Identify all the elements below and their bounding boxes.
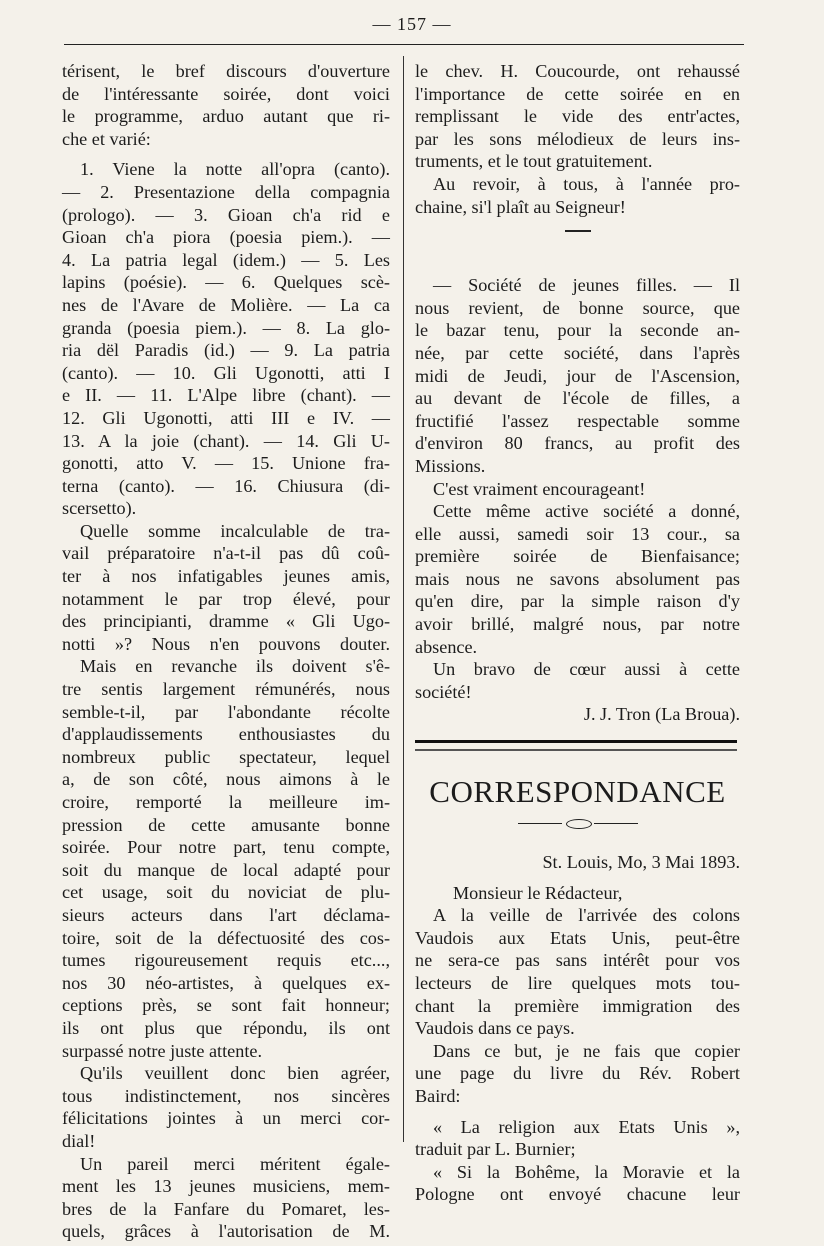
text-line: (prologo). — 3. Gioan ch'a rid e (62, 204, 390, 225)
text-line: au devant de l'école de filles, a (415, 388, 740, 409)
text-line: première soirée de Bienfaisance; (415, 546, 740, 567)
text-line: Qu'ils veuillent donc bien agréer, (80, 1063, 390, 1084)
text-line: — 2. Presentazione della compagnia (62, 181, 390, 202)
signature: J. J. Tron (La Broua). (583, 704, 740, 725)
text-line: toire, soit de la défectuosité des cos- (62, 927, 390, 948)
text-line: traduit par L. Burnier; (415, 1139, 576, 1160)
text-line: soit du manque de local adapté pour (62, 859, 390, 880)
text-line: chaine, si'l plaît au Seigneur! (415, 196, 626, 217)
text-line: scersetto). (62, 498, 137, 519)
text-line: chant la première immigration des (415, 995, 740, 1016)
text-line: de l'intéressante soirée, dont voici (62, 83, 390, 104)
text-line: soirée. Pour notre part, tenu compte, (62, 837, 390, 858)
text-line: pression de cette amusante bonne (62, 814, 390, 835)
text-line: surpassé notre juste attente. (62, 1040, 263, 1061)
page-number: — 157 — (372, 14, 452, 34)
text-line: nos 30 néo-artistes, à quelques ex- (62, 972, 390, 993)
text-line: Pologne ont envoyé chacune leur (415, 1184, 740, 1205)
text-line: dial! (62, 1130, 96, 1151)
text-line: nes de l'Avare de Molière. — La ca (62, 294, 390, 315)
text-line: 4. La patria legal (idem.) — 5. Les (62, 249, 390, 270)
section-separator (565, 230, 591, 232)
text-line: le bazar tenu, pour la seconde an- (415, 320, 740, 341)
text-line: nous revient, de bonne source, que (415, 297, 740, 318)
text-line: cet usage, soit du noviciat de plu- (62, 882, 390, 903)
text-line: Cette même active société a donné, (433, 501, 740, 522)
section-title: CORRESPONDANCE (429, 774, 726, 810)
text-line: granda (poesia piem.). — 8. La glo- (62, 317, 390, 338)
text-line: Un pareil merci méritent égale- (80, 1153, 390, 1174)
text-line: fructifié l'assez respectable somme (415, 410, 740, 431)
text-line: avoir brillé, malgré nous, par notre (415, 614, 740, 635)
text-line: Quelle somme incalculable de tra- (80, 520, 390, 541)
text-line: d'environ 80 francs, au profit des (415, 433, 740, 454)
text-line: semble-t-il, par l'abondante récolte (62, 701, 390, 722)
right-column (415, 60, 740, 1206)
text-line: Mais en revanche ils doivent s'ê- (80, 656, 390, 677)
text-line: Vaudois dans ce pays. (415, 1018, 575, 1039)
text-line: des principianti, dramme « Gli Ugo- (62, 611, 390, 632)
text-line: 12. Gli Ugonotti, atti III e IV. — (62, 407, 390, 428)
text-line: « La religion aux Etats Unis », (433, 1116, 740, 1137)
text-line: « Si la Bohême, la Moravie et la (433, 1161, 740, 1182)
text-line: A la veille de l'arrivée des colons (433, 905, 740, 926)
text-line: félicitations jointes à un merci cor- (62, 1108, 390, 1129)
text-line: Au revoir, à tous, à l'année pro- (433, 173, 740, 194)
letter-date: St. Louis, Mo, 3 Mai 1893. (542, 852, 740, 873)
text-line: une page du livre du Rév. Robert (415, 1063, 740, 1084)
text-line: che et varié: (62, 128, 151, 149)
text-line: mais nous ne savons absolument pas (415, 568, 740, 589)
text-line: remplissant le vide des entr'actes, (415, 106, 740, 127)
text-line: 13. A la joie (chant). — 14. Gli U- (62, 430, 390, 451)
text-line: qu'en dire, par la simple raison d'y (415, 591, 740, 612)
text-line: Vaudois aux Etats Unis, peut-être (415, 927, 740, 948)
text-line: bres de la Fanfare du Pomaret, les- (62, 1198, 390, 1219)
text-line: ment les 13 jeunes musiciens, mem- (62, 1176, 390, 1197)
text-line: l'importance de cette soirée en en (415, 83, 740, 104)
text-line: térisent, le bref discours d'ouverture (62, 61, 390, 81)
text-line: (canto). — 10. Gli Ugonotti, atti I (62, 362, 390, 383)
text-line: truments, et le tout gratuitement. (415, 151, 653, 172)
header-rule (64, 44, 744, 45)
text-line: nombreux public spectateur, lequel (62, 746, 390, 767)
ornament-divider (518, 819, 638, 829)
text-line: C'est vraiment encourageant! (433, 478, 646, 499)
text-line: — Société de jeunes filles. — Il (433, 275, 740, 296)
text-line: ne sera-ce pas sans intérêt pour vos (415, 950, 740, 971)
text-line: e II. — 11. L'Alpe libre (chant). — (62, 385, 390, 406)
text-line: ria dël Paradis (id.) — 9. La patria (62, 340, 390, 361)
text-line: Gioan ch'a piora (poesia piem.). — (62, 227, 390, 248)
text-line: midi de Jeudi, jour de l'Ascension, (415, 365, 740, 386)
text-line: née, par cette société, dans l'après (415, 342, 740, 363)
text-line: société! (415, 681, 472, 702)
text-line: elle aussi, samedi soir 13 cour., sa (415, 523, 740, 544)
text-line: 1. Viene la notte all'opra (canto). (80, 159, 390, 180)
text-line: ils ont plus que répondu, ils ont (62, 1017, 390, 1038)
text-line: notamment le par trop élevé, pour (62, 588, 390, 609)
text-line: tre sentis largement rémunérés, nous (62, 679, 390, 700)
text-line: Missions. (415, 455, 486, 476)
text-line: notti »? Nous n'en pouvons douter. (62, 633, 390, 654)
text-line: Un bravo de cœur aussi à cette (433, 659, 740, 680)
text-line: sieurs acteurs dans l'art déclama- (62, 904, 390, 925)
text-line: ter à nos infatigables jeunes amis, (62, 566, 390, 587)
text-line: gonotti, atto V. — 15. Unione fra- (62, 453, 390, 474)
text-line: a, de son côté, nous aimons à le (62, 769, 390, 790)
text-line: vail préparatoire n'a-t-il pas dû coû- (62, 543, 390, 564)
text-line: croire, remporté la meilleure im- (62, 792, 390, 812)
letter-salutation: Monsieur le Rédacteur, (453, 882, 623, 903)
text-line: le chev. H. Coucourde, ont rehaussé (415, 61, 740, 81)
text-line: tumes rigoureusement requis etc..., (62, 950, 390, 971)
text-line: Dans ce but, je ne fais que copier (433, 1040, 740, 1061)
column-divider (403, 56, 404, 1142)
text-line: lapins (poésie). — 6. Quelques scè- (62, 272, 390, 293)
left-column (62, 60, 390, 1243)
text-line: terna (canto). — 16. Chiusura (di- (62, 475, 390, 496)
text-line: Baird: (415, 1085, 461, 1106)
section-rule (415, 740, 737, 751)
text-line: d'applaudissements enthousiastes du (62, 724, 390, 745)
text-line: absence. (415, 636, 478, 657)
text-line: tous indistinctement, nos sincères (62, 1085, 390, 1106)
text-line: ceptions près, se sont fait honneur; (62, 995, 390, 1016)
text-line: quels, grâces à l'autorisation de M. (62, 1221, 390, 1242)
text-line: par les sons mélodieux de leurs ins- (415, 128, 740, 149)
text-line: lecteurs de lire quelques mots tou- (415, 973, 740, 993)
text-line: le programme, arduo autant que ri- (62, 106, 390, 127)
